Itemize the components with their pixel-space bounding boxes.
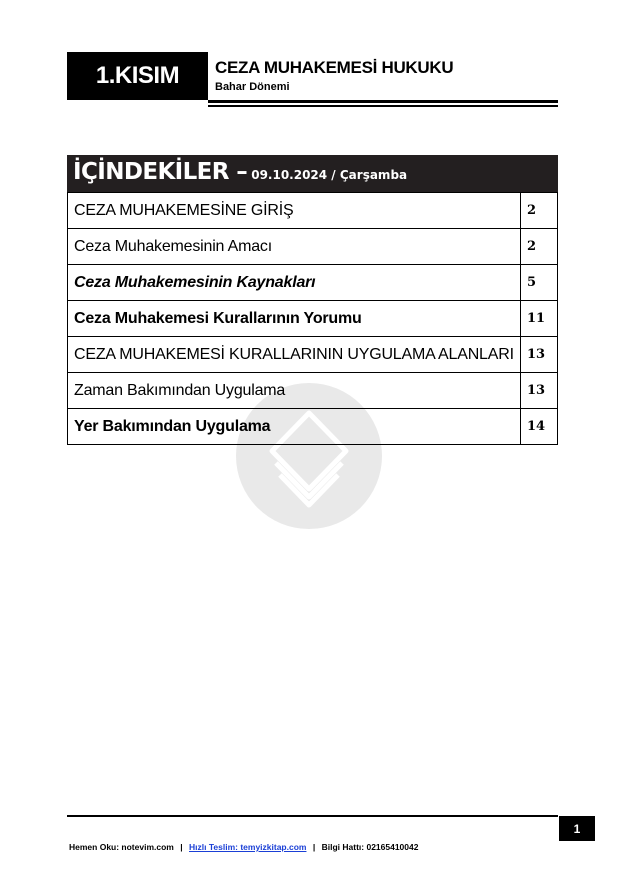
toc-entry-title[interactable]: Yer Bakımından Uygulama <box>68 409 521 445</box>
toc-entry-page: 2 <box>521 229 558 265</box>
toc-row[interactable] <box>68 265 558 301</box>
toc-entry-page: 5 <box>521 265 558 301</box>
toc-entry-title[interactable]: Zaman Bakımından Uygulama <box>68 373 521 409</box>
toc-entry-title[interactable]: CEZA MUHAKEMESİ KURALLARININ UYGULAMA ALANLARI <box>68 337 521 373</box>
toc-row[interactable] <box>68 373 558 409</box>
header-rule-thin <box>208 105 558 107</box>
toc-row[interactable] <box>68 409 558 445</box>
footer-separator: | <box>312 842 316 852</box>
page-number: 1 <box>559 816 595 841</box>
toc-row[interactable] <box>68 337 558 373</box>
read-now-text[interactable]: Hemen Oku: notevim.com <box>69 842 174 852</box>
toc-row[interactable] <box>68 229 558 265</box>
course-title: CEZA MUHAKEMESİ HUKUKU <box>215 58 454 77</box>
toc-entry-title[interactable]: CEZA MUHAKEMESİNE GİRİŞ <box>68 193 521 229</box>
part-label: 1.KISIM <box>67 52 208 100</box>
toc-entry-page: 14 <box>521 409 558 445</box>
toc-title: İÇİNDEKİLER – <box>73 159 248 185</box>
toc-entry-title[interactable]: Ceza Muhakemesinin Kaynakları <box>68 265 521 301</box>
term-label: Bahar Dönemi <box>215 81 290 93</box>
toc-entry-page: 2 <box>521 193 558 229</box>
info-line-text: Bilgi Hattı: 02165410042 <box>321 842 419 852</box>
toc-row[interactable] <box>68 301 558 337</box>
toc-entry-title[interactable]: Ceza Muhakemesinin Amacı <box>68 229 521 265</box>
toc-heading <box>67 155 558 192</box>
toc-table <box>67 192 558 445</box>
toc-entry-page: 13 <box>521 373 558 409</box>
toc-entry-title[interactable]: Ceza Muhakemesi Kurallarının Yorumu <box>68 301 521 337</box>
footer-links <box>69 842 418 852</box>
footer-separator: | <box>180 842 183 852</box>
toc-entry-page: 11 <box>521 301 558 337</box>
header-rule-thick <box>208 100 558 103</box>
footer-rule <box>67 815 558 817</box>
toc-entry-page: 13 <box>521 337 558 373</box>
fast-delivery-link[interactable]: Hızlı Teslim: temyizkitap.com <box>189 842 307 852</box>
toc-date: 09.10.2024 / Çarşamba <box>251 168 408 182</box>
toc-row[interactable] <box>68 193 558 229</box>
